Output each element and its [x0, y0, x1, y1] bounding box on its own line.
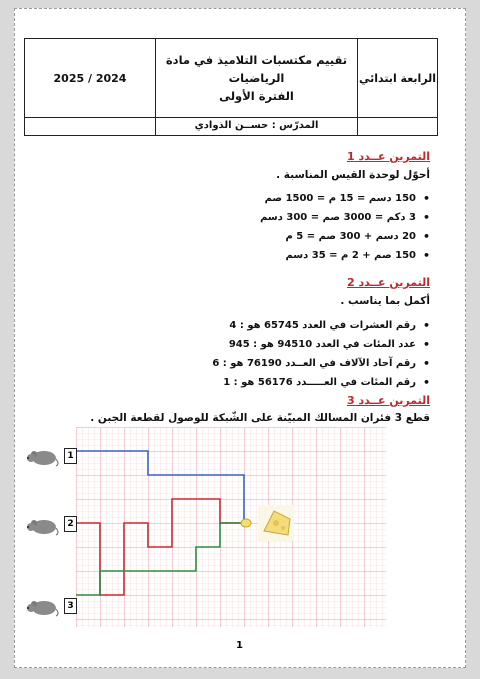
- ex3-instruction: قطع 3 فئران المسالك المبيّنة على الشّبكة للوصول لقطعة الجبن .: [90, 412, 430, 424]
- ex3-title: التمرين عــدد 3: [347, 394, 430, 407]
- ex2-list: [212, 316, 432, 392]
- mouse-label-1: 1: [64, 448, 77, 464]
- ex2-item: • رقم المئات في العـــــدد 56176 هو : 1: [212, 373, 432, 392]
- ex1-item: • 150 دسم = 15 م = 1500 صم: [260, 189, 432, 208]
- ex1-list: [260, 189, 432, 265]
- path-grid: [76, 427, 386, 627]
- exam-title: [155, 39, 357, 117]
- header-table: [24, 38, 438, 136]
- grid-background: [76, 427, 386, 627]
- teacher-name: المدرّس : حســن الذوادي: [155, 117, 357, 135]
- mouse-icon: [22, 596, 60, 618]
- ex2-item: • رقم آحاد الآلاف في العــدد 76190 هو : 6: [212, 354, 432, 373]
- ex2-title: التمرين عــدد 2: [347, 276, 430, 289]
- cheese-icon: [258, 505, 294, 541]
- ex2-item: • عدد المئات في العدد 94510 هو : 945: [212, 335, 432, 354]
- ex1-item: • 150 صم + 2 م = 35 دسم: [260, 246, 432, 265]
- mouse-icon: [22, 515, 60, 537]
- mouse-label-2: 2: [64, 516, 77, 532]
- ex2-instruction: أكمل بما يناسب .: [340, 295, 430, 307]
- page-number: 1: [236, 640, 243, 651]
- level-cell-empty: [357, 117, 437, 135]
- title-line2: الفترة الأولى: [219, 89, 294, 103]
- title-line1: تقييم مكتسبات التلاميذ في مادة الرياضيات: [165, 53, 348, 85]
- ex2-item: • رقم العشرات في العدد 65745 هو : 4: [212, 316, 432, 335]
- path-end-point: [241, 519, 251, 527]
- grade-level: الرابعة ابتدائي: [357, 39, 437, 117]
- grid-svg: [76, 427, 386, 627]
- mouse-label-3: 3: [64, 598, 77, 614]
- school-year: 2025 / 2024: [53, 71, 127, 85]
- ex1-item: • 20 دسم + 300 صم = 5 م: [260, 227, 432, 246]
- ex1-instruction: أحوّل لوحدة القيس المناسبة .: [276, 169, 430, 181]
- ex1-title: التمرين عــدد 1: [347, 150, 430, 163]
- mouse-icon: [22, 446, 60, 468]
- ex1-item: • 3 دكم = 3000 صم = 300 دسم: [260, 208, 432, 227]
